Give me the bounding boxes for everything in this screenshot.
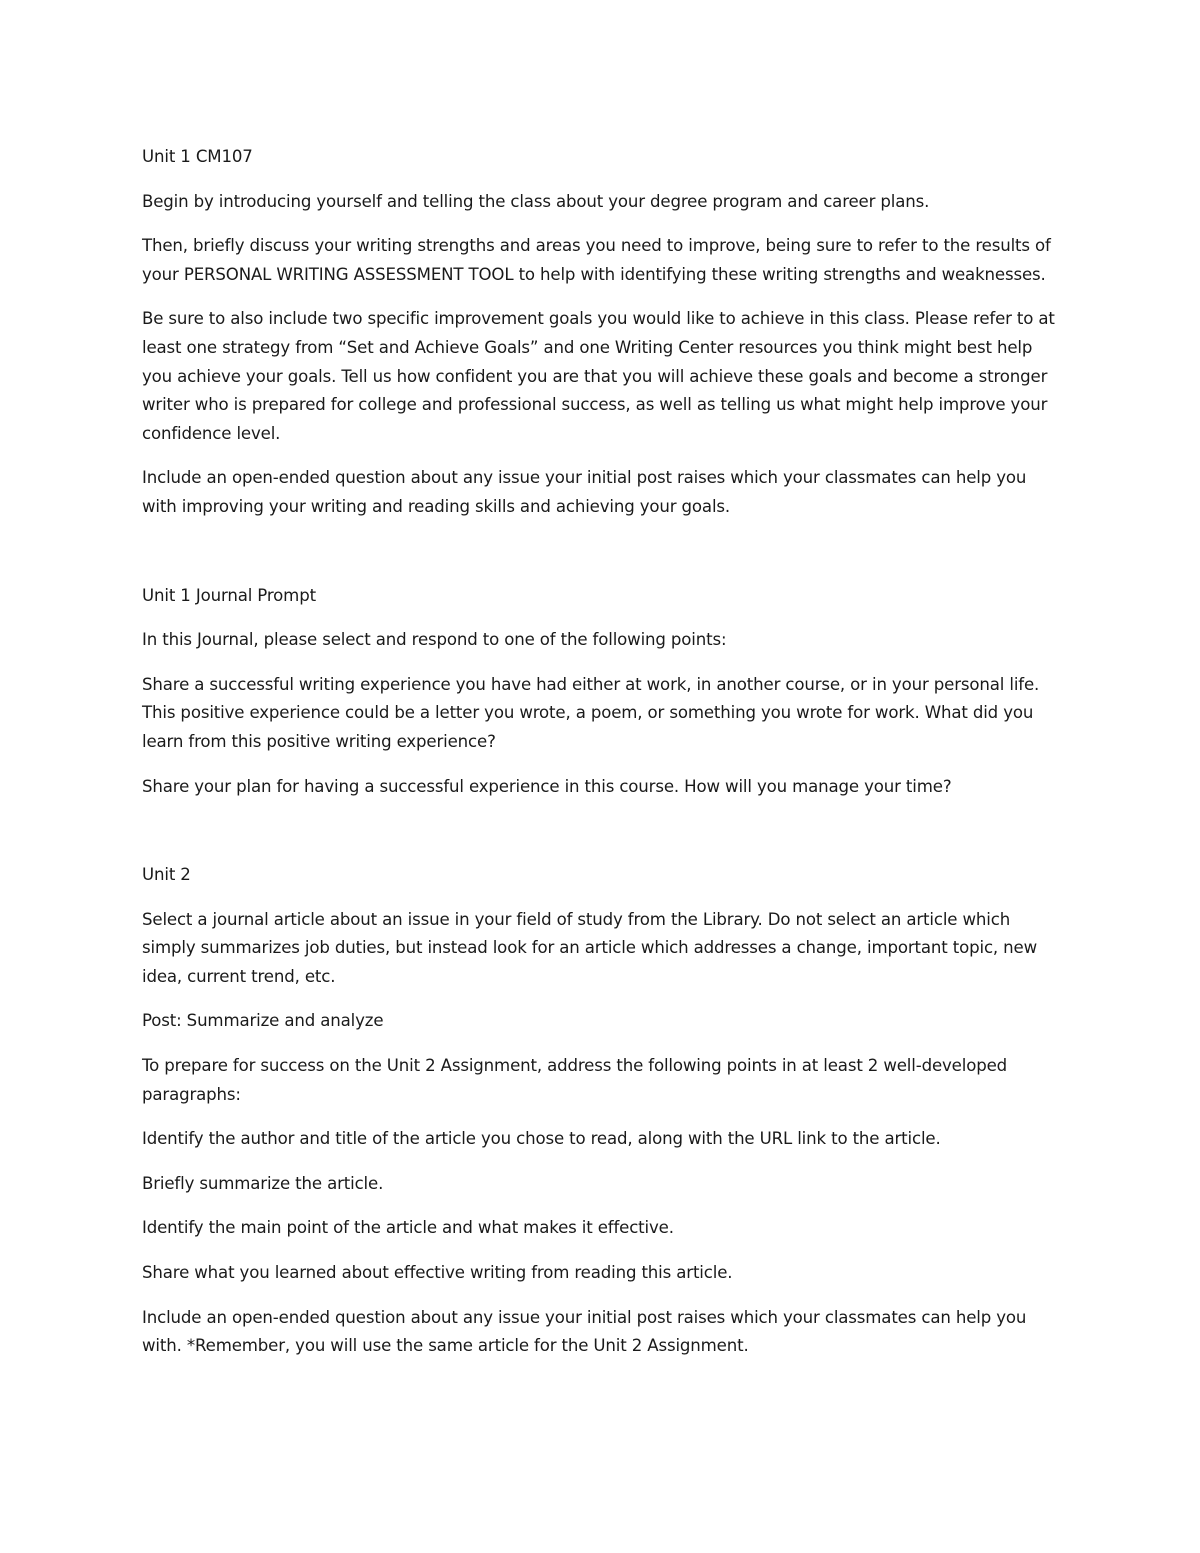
paragraph: Include an open-ended question about any issue your initial post raises which your classmates can help you with improving your writing and reading skills and achieving your goals. — [142, 468, 1027, 516]
paragraph: Share a successful writing experience you have had either at work, in another course, or in your personal life. This positive experience could be a letter you wrote, a poem, or something you wrote for work. What did you learn from this positive writing experience? — [142, 674, 1040, 751]
paragraph: Share what you learned about effective writing from reading this article. — [142, 1263, 733, 1283]
paragraph: Be sure to also include two specific improvement goals you would like to achieve in this class. Please refer to at least one strategy from “Set and Achieve Goals” and one Writing Center resources you think might best help you achieve your goals. Tell us how confident you are that you will achieve these goals and become a stronger writer who is prepared for college and professional success, as well as telling us what might help improve your confidence level. — [142, 309, 1055, 443]
paragraph: Briefly summarize the article. — [142, 1173, 384, 1193]
document-body — [142, 143, 1062, 1377]
section-spacer — [142, 817, 1062, 861]
paragraph: Begin by introducing yourself and telling the class about your degree program and career plans. — [142, 191, 930, 211]
section-spacer — [142, 538, 1062, 582]
paragraph: Include an open-ended question about any issue your initial post raises which your classmates can help you with. *Remember, you will use the same article for the Unit 2 Assignment. — [142, 1307, 1027, 1356]
paragraph: To prepare for success on the Unit 2 Assignment, address the following points in at least 2 well-developed paragraphs: — [142, 1056, 1008, 1104]
paragraph: Post: Summarize and analyze — [142, 1011, 384, 1031]
paragraph: Select a journal article about an issue in your field of study from the Library. Do not select an article which simply summarizes job duties, but instead look for an article which addresses a change, important topic, new idea, current trend, etc. — [142, 909, 1038, 986]
section-heading-unit-2: Unit 2 — [142, 865, 191, 885]
paragraph: Identify the author and title of the article you chose to read, along with the URL link to the article. — [142, 1129, 941, 1149]
section-heading-unit-1-journal-prompt: Unit 1 Journal Prompt — [142, 585, 316, 605]
paragraph: Share your plan for having a successful experience in this course. How will you manage your time? — [142, 776, 952, 796]
paragraph: Identify the main point of the article and what makes it effective. — [142, 1218, 674, 1238]
paragraph: Then, briefly discuss your writing strengths and areas you need to improve, being sure to refer to the results of your PERSONAL WRITING ASSESSMENT TOOL to help with identifying these writing strengths and weaknesses. — [142, 236, 1051, 284]
paragraph: In this Journal, please select and respond to one of the following points: — [142, 630, 727, 650]
section-heading-unit-1-cm107: Unit 1 CM107 — [142, 147, 253, 166]
